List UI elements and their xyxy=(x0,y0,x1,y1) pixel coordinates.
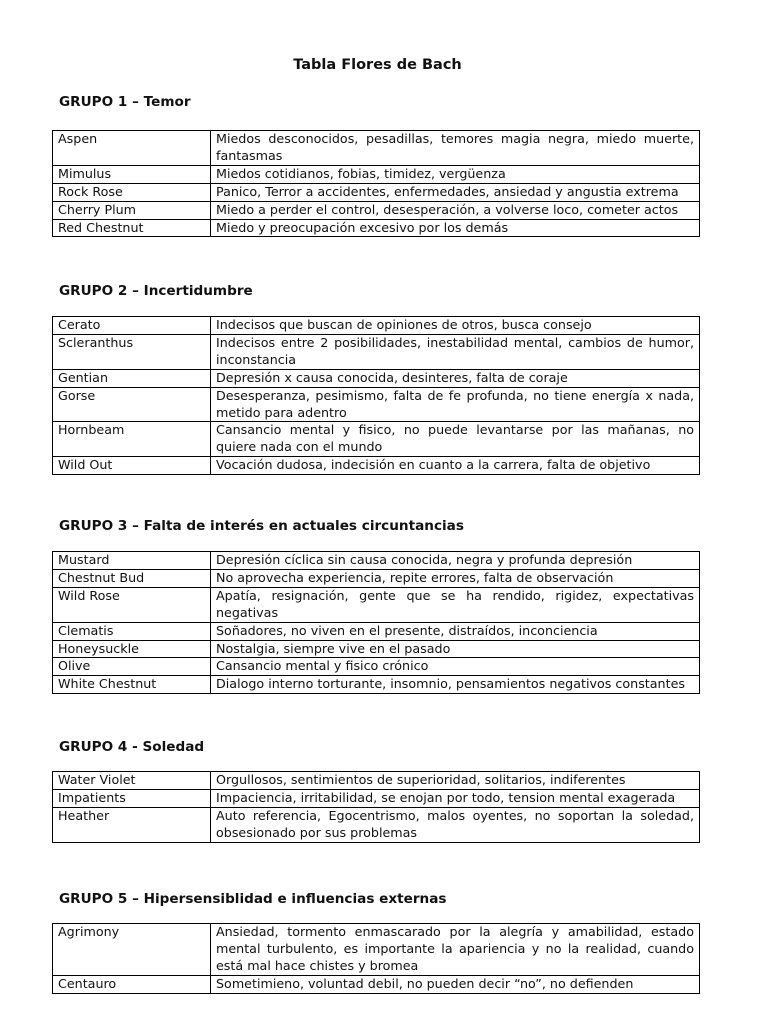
flower-description: Miedos cotidianos, fobias, timidez, vergüenza xyxy=(211,165,700,183)
table-row xyxy=(53,772,700,790)
flower-name: Wild Out xyxy=(53,457,211,475)
flower-description: Sometimieno, voluntad debil, no pueden decir “no”, no defienden xyxy=(211,975,700,993)
flower-description: Indecisos entre 2 posibilidades, inestabilidad mental, cambios de humor, inconstancia xyxy=(211,334,700,369)
flower-description: Depresión x causa conocida, desinteres, falta de coraje xyxy=(211,369,700,387)
flower-description: Orgullosos, sentimientos de superioridad, solitarios, indiferentes xyxy=(211,772,700,790)
flower-name: Gorse xyxy=(53,387,211,422)
table-row xyxy=(53,387,700,422)
group-3-title: GRUPO 3 – Falta de interés en actuales circuntancias xyxy=(59,518,464,534)
group-5-table xyxy=(52,923,700,994)
flower-description: Cansancio mental y fisico crónico xyxy=(211,658,700,676)
table-row xyxy=(53,552,700,570)
flower-name: Impatients xyxy=(53,789,211,807)
flower-description: Apatía, resignación, gente que se ha rendido, rigidez, expectativas negativas xyxy=(211,587,700,622)
group-4-title: GRUPO 4 - Soledad xyxy=(59,739,205,755)
flower-name: White Chestnut xyxy=(53,676,211,694)
table-row xyxy=(53,131,700,166)
flower-description: Soñadores, no viven en el presente, distraídos, inconciencia xyxy=(211,622,700,640)
table-row xyxy=(53,587,700,622)
flower-name: Mustard xyxy=(53,552,211,570)
table-row xyxy=(53,924,700,976)
table-row xyxy=(53,569,700,587)
flower-name: Red Chestnut xyxy=(53,219,211,237)
flower-description: Miedo y preocupación excesivo por los demás xyxy=(211,219,700,237)
table-row xyxy=(53,317,700,335)
flower-name: Olive xyxy=(53,658,211,676)
flower-description: Desesperanza, pesimismo, falta de fe profunda, no tiene energía x nada, metido para adentro xyxy=(211,387,700,422)
flower-name: Cherry Plum xyxy=(53,201,211,219)
flower-description: Panico, Terror a accidentes, enfermedades, ansiedad y angustia extrema xyxy=(211,183,700,201)
group-3-table xyxy=(52,551,700,694)
flower-name: Scleranthus xyxy=(53,334,211,369)
flower-name: Honeysuckle xyxy=(53,640,211,658)
table-row xyxy=(53,457,700,475)
group-1-table xyxy=(52,130,700,237)
flower-name: Heather xyxy=(53,807,211,842)
flower-description: Indecisos que buscan de opiniones de otros, busca consejo xyxy=(211,317,700,335)
table-row xyxy=(53,165,700,183)
table-row xyxy=(53,789,700,807)
flower-name: Chestnut Bud xyxy=(53,569,211,587)
group-5-title: GRUPO 5 – Hipersensiblidad e influencias externas xyxy=(59,891,447,907)
flower-description: Miedo a perder el control, desesperación, a volverse loco, cometer actos xyxy=(211,201,700,219)
flower-description: Dialogo interno torturante, insomnio, pensamientos negativos constantes xyxy=(211,676,700,694)
flower-description: Ansiedad, tormento enmascarado por la alegría y amabilidad, estado mental turbulento, es importante la apariencia y no la realidad, cuando está mal hace chistes y bromea xyxy=(211,924,700,976)
flower-description: Cansancio mental y fisico, no puede levantarse por las mañanas, no quiere nada con el mundo xyxy=(211,422,700,457)
table-row xyxy=(53,975,700,993)
flower-description: Depresión cíclica sin causa conocida, negra y profunda depresión xyxy=(211,552,700,570)
flower-name: Centauro xyxy=(53,975,211,993)
table-row xyxy=(53,622,700,640)
table-row xyxy=(53,334,700,369)
group-4-table xyxy=(52,771,700,843)
table-row xyxy=(53,183,700,201)
table-row xyxy=(53,676,700,694)
flower-description: Impaciencia, irritabilidad, se enojan por todo, tension mental exagerada xyxy=(211,789,700,807)
flower-description: Miedos desconocidos, pesadillas, temores magia negra, miedo muerte, fantasmas xyxy=(211,131,700,166)
table-row xyxy=(53,201,700,219)
flower-name: Cerato xyxy=(53,317,211,335)
flower-description: Vocación dudosa, indecisión en cuanto a la carrera, falta de objetivo xyxy=(211,457,700,475)
table-row xyxy=(53,640,700,658)
group-2-table xyxy=(52,316,700,475)
table-row xyxy=(53,658,700,676)
flower-name: Mimulus xyxy=(53,165,211,183)
flower-description: Auto referencia, Egocentrismo, malos oyentes, no soportan la soledad, obsesionado por sus problemas xyxy=(211,807,700,842)
flower-name: Rock Rose xyxy=(53,183,211,201)
group-2-title: GRUPO 2 – Incertidumbre xyxy=(59,283,253,299)
flower-name: Water Violet xyxy=(53,772,211,790)
flower-description: No aprovecha experiencia, repite errores, falta de observación xyxy=(211,569,700,587)
flower-name: Wild Rose xyxy=(53,587,211,622)
group-1-title: GRUPO 1 – Temor xyxy=(59,94,191,110)
flower-description: Nostalgia, siempre vive en el pasado xyxy=(211,640,700,658)
table-row xyxy=(53,219,700,237)
table-row xyxy=(53,807,700,842)
table-row xyxy=(53,422,700,457)
document-title: Tabla Flores de Bach xyxy=(293,57,462,73)
flower-name: Gentian xyxy=(53,369,211,387)
table-row xyxy=(53,369,700,387)
flower-name: Hornbeam xyxy=(53,422,211,457)
flower-name: Agrimony xyxy=(53,924,211,976)
flower-name: Aspen xyxy=(53,131,211,166)
flower-name: Clematis xyxy=(53,622,211,640)
